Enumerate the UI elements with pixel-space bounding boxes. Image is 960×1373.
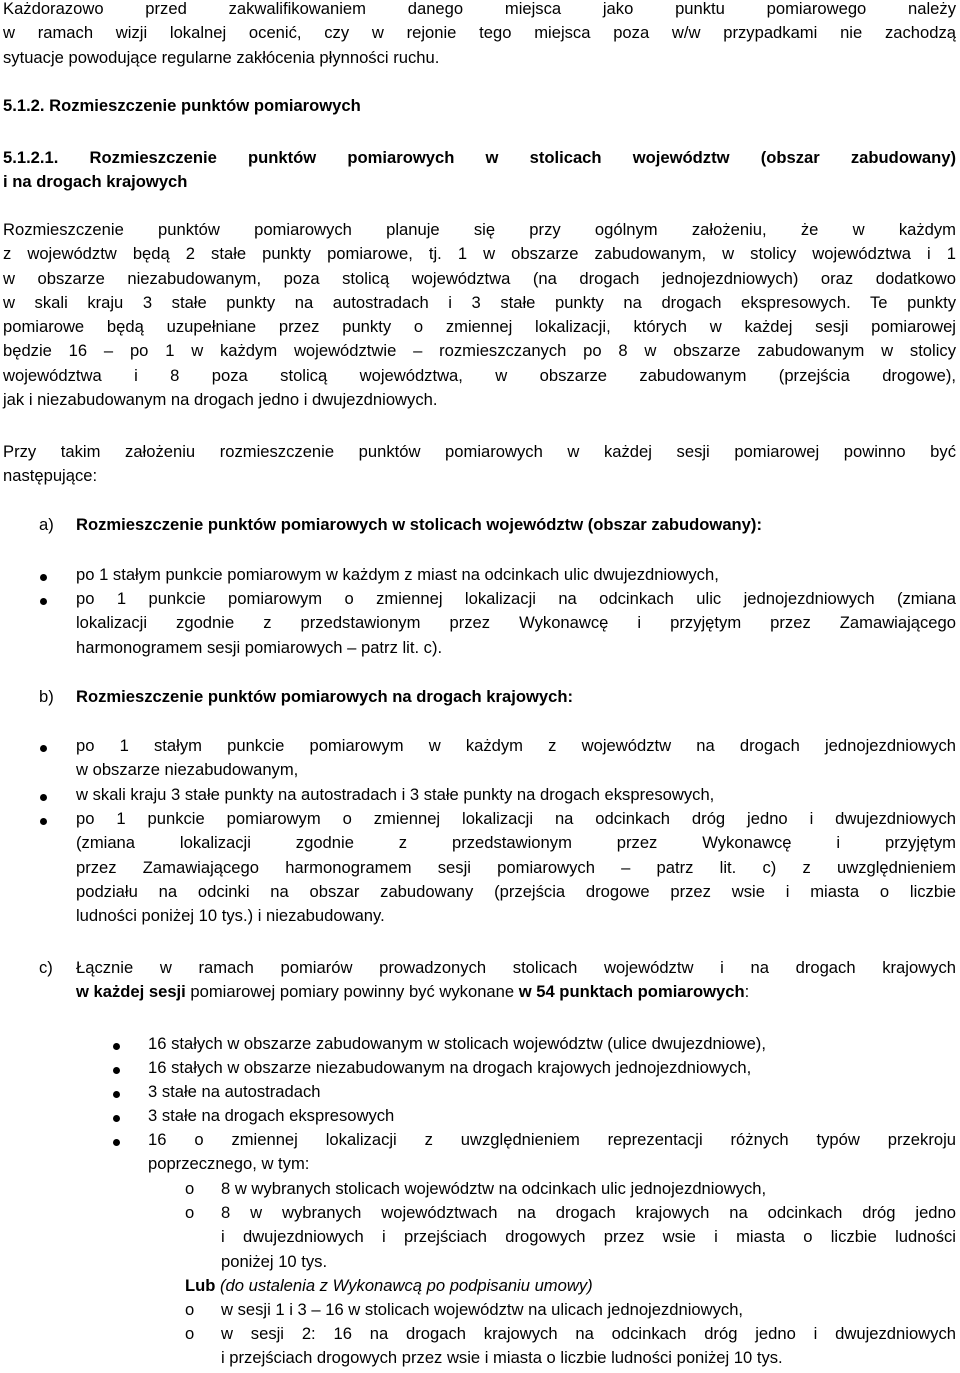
bullet-icon xyxy=(113,1115,120,1122)
section-5121-line-2: i na drogach krajowych xyxy=(3,172,188,192)
bullet-icon xyxy=(40,598,47,605)
list-c-sub-4-line-2: i przejściach drogowych przez wsie i miasta o liczbie ludności poniżej 10 tys. xyxy=(221,1348,783,1368)
body-paragraph xyxy=(3,218,956,412)
list-a-bullet-2 xyxy=(76,587,956,660)
body-line-5: pomiarowe będą uzupełniane przez punkty o zmiennej lokalizacji, których w każdej sesji pomiarowej xyxy=(3,317,956,337)
body-line-2: z województw będą 2 stałe punkty pomiarowe, tj. 1 w obszarze zabudowanym, w stolicy województwa i 1 xyxy=(3,244,956,264)
list-c-intro xyxy=(76,956,956,1005)
list-b-bullet-3-line-2: (zmiana lokalizacji zgodnie z przedstawionym przez Wykonawcę i przyjętym xyxy=(76,833,956,853)
list-c-sub-2 xyxy=(221,1201,956,1274)
bullet-icon xyxy=(40,818,47,825)
intro-line-1: Każdorazowo przed zakwalifikowaniem danego miejsca jako punktu pomiarowego należy xyxy=(3,0,956,18)
list-c-colon: : xyxy=(744,982,750,1002)
list-c-bullet-1: 16 stałych w obszarze zabudowanym w stolicach województw (ulice dwujezdniowe), xyxy=(148,1034,766,1053)
list-b-bullet-3 xyxy=(76,807,956,928)
intro-paragraph xyxy=(3,0,956,70)
list-b-bullet-3-line-3: przez Zamawiającego harmonogramem sesji pomiarowych – patrz lit. c) z uwzględnieniem xyxy=(76,857,956,877)
bullet-icon xyxy=(40,745,47,752)
list-b-bullet-3-line-4: podziału na odcinki na obszar zabudowany (przejścia drogowe przez wsie i miasta o liczbie xyxy=(76,881,956,901)
list-c-bullet-2: 16 stałych w obszarze niezabudowanym na drogach krajowych jednojezdniowych, xyxy=(148,1058,752,1077)
list-c-sub-2-line-3: poniżej 10 tys. xyxy=(221,1251,328,1271)
circle-bullet-icon: o xyxy=(185,1300,195,1319)
list-c-sub-4 xyxy=(221,1322,956,1371)
list-label-c: c) xyxy=(39,958,53,977)
body-line-1: Rozmieszczenie punktów pomiarowych planuje się przy ogólnym założeniu, że w każdym xyxy=(3,220,956,239)
intro-line-3: sytuacje powodujące regularne zakłócenia płynności ruchu. xyxy=(3,47,440,67)
list-c-sub-4-line-1: w sesji 2: 16 na drogach krajowych na odcinkach dróg jedno i dwujezdniowych xyxy=(221,1324,956,1343)
list-c-bullet-5 xyxy=(148,1128,956,1177)
list-a-heading: Rozmieszczenie punktów pomiarowych w stolicach województw (obszar zabudowany): xyxy=(76,515,762,534)
list-c-line-1: Łącznie w ramach pomiarów prowadzonych stolicach województw i na drogach krajowych xyxy=(76,958,956,977)
list-a-bullet-2-line-2: lokalizacji zgodnie z przedstawionym przez Wykonawcę i przyjętym przez Zamawiającego xyxy=(76,613,956,633)
list-c-line-2 xyxy=(76,980,956,1004)
circle-bullet-icon: o xyxy=(185,1203,195,1222)
list-c-bold-each-session: w każdej sesji xyxy=(76,982,186,1002)
circle-bullet-icon: o xyxy=(185,1324,195,1343)
intro-line-2: w ramach wizji lokalnej ocenić, czy w rejonie tego miejsca poza w/w przypadkami nie zachodzą xyxy=(3,23,956,43)
bullet-icon xyxy=(113,1043,120,1050)
body-line-8: jak i niezabudowanym na drogach jedno i dwujezdniowych. xyxy=(3,390,438,410)
list-c-bullet-3: 3 stałe na autostradach xyxy=(148,1082,321,1101)
list-c-bullet-5-line-2: poprzecznego, w tym: xyxy=(148,1154,310,1174)
list-a-bullet-2-line-1: po 1 punkcie pomiarowym o zmiennej lokalizacji na odcinkach ulic jednojezdniowych (zmiana xyxy=(76,589,956,608)
body-line-3: w obszarze niezabudowanym, poza stolicą województwa (na drogach jednojezdniowych) oraz dodatkowo xyxy=(3,268,956,288)
assumption-line-1: Przy takim założeniu rozmieszczenie punktów pomiarowych w każdej sesji pomiarowej powinno być xyxy=(3,442,956,461)
list-label-a: a) xyxy=(39,515,54,534)
list-c-sub-2-line-2: i dwujezdniowych i przejściach drogowych przez wsie i miasta o liczbie ludności xyxy=(221,1227,956,1247)
list-b-bullet-1-line-2: w obszarze niezabudowanym, xyxy=(76,760,299,780)
section-heading-5-1-2-1 xyxy=(3,146,956,195)
bullet-icon xyxy=(113,1091,120,1098)
bullet-icon xyxy=(40,574,47,581)
circle-bullet-icon: o xyxy=(185,1179,195,1198)
list-c-mid-text: pomiarowej pomiary powinny być wykonane xyxy=(185,982,519,1002)
list-c-sub-3: w sesji 1 i 3 – 16 w stolicach województw na ulicach jednojezdniowych, xyxy=(221,1300,744,1319)
lub-italic-note: (do ustalenia z Wykonawcą po podpisaniu umowy) xyxy=(215,1276,593,1295)
list-b-bullet-2: w skali kraju 3 stałe punkty na autostradach i 3 stałe punkty na drogach ekspresowych, xyxy=(76,785,715,804)
lub-note xyxy=(185,1274,593,1298)
list-b-bullet-3-line-1: po 1 punkcie pomiarowym o zmiennej lokalizacji na odcinkach dróg jedno i dwujezdniowych xyxy=(76,809,956,828)
body-line-6: będzie 16 – po 1 w każdym województwie – rozmieszczanych po 8 w obszarze zabudowanym w stolicy xyxy=(3,341,956,361)
body-line-7: województwa i 8 poza stolicą województwa, w obszarze zabudowanym (przejścia drogowe), xyxy=(3,365,956,385)
list-c-sub-1: 8 w wybranych stolicach województw na odcinkach ulic jednojezdniowych, xyxy=(221,1179,767,1198)
section-5121-line-1: 5.1.2.1. Rozmieszczenie punktów pomiarowych w stolicach województw (obszar zabudowany) xyxy=(3,148,956,167)
body-line-4: w skali kraju 3 stałe punkty na autostradach i 3 stałe punkty na drogach ekspresowych. Te punkty xyxy=(3,292,956,312)
list-b-bullet-1-line-1: po 1 stałym punkcie pomiarowym w każdym z województw na drogach jednojezdniowych xyxy=(76,736,956,755)
bullet-icon xyxy=(40,794,47,801)
bullet-icon xyxy=(113,1067,120,1074)
bullet-icon xyxy=(113,1139,120,1146)
list-label-b: b) xyxy=(39,687,54,706)
section-heading-5-1-2: 5.1.2. Rozmieszczenie punktów pomiarowych xyxy=(3,96,361,115)
assumption-line-2: następujące: xyxy=(3,466,98,486)
list-b-bullet-1 xyxy=(76,734,956,783)
list-a-bullet-1: po 1 stałym punkcie pomiarowym w każdym z miast na odcinkach ulic dwujezdniowych, xyxy=(76,565,719,584)
list-c-bullet-5-line-1: 16 o zmiennej lokalizacji z uwzględnieniem reprezentacji różnych typów przekroju xyxy=(148,1130,956,1149)
lub-bold: Lub xyxy=(185,1276,216,1295)
list-c-bold-54-points: w 54 punktach pomiarowych xyxy=(518,982,745,1002)
list-b-heading: Rozmieszczenie punktów pomiarowych na drogach krajowych: xyxy=(76,687,573,706)
list-a-bullet-2-line-3: harmonogramem sesji pomiarowych – patrz lit. c). xyxy=(76,637,443,657)
assumption-paragraph xyxy=(3,440,956,489)
list-c-sub-2-line-1: 8 w wybranych województwach na drogach krajowych na odcinkach dróg jedno xyxy=(221,1203,956,1222)
list-c-bullet-4: 3 stałe na drogach ekspresowych xyxy=(148,1106,395,1125)
list-b-bullet-3-line-5: ludności poniżej 10 tys.) i niezabudowany. xyxy=(76,906,385,926)
